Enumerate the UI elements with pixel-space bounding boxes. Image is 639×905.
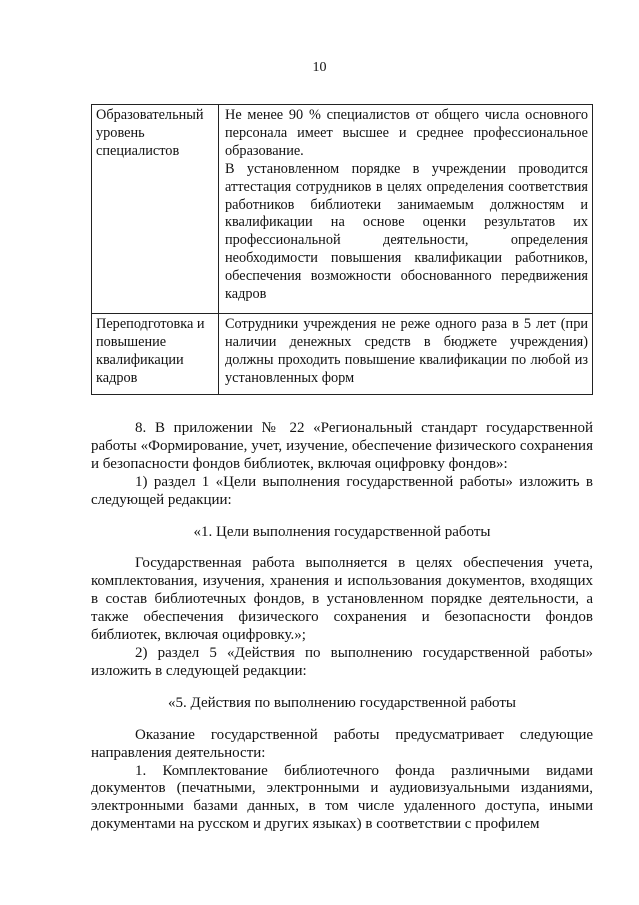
requirements-table: [91, 104, 593, 395]
table-cell-label: Образовательный уровень специалистов: [92, 105, 219, 314]
subitem-1-paragraph: 1) раздел 1 «Цели выполнения государственной работы» изложить в следующей редакции:: [91, 473, 593, 508]
section-1-heading: «1. Цели выполнения государственной работы: [193, 523, 491, 540]
section-5-heading: «5. Действия по выполнению государственной работы: [168, 694, 516, 711]
table-paragraph: В установленном порядке в учреждении проводится аттестация сотрудников в целях определения соответствия работников библиотеки занимаемым должностям и квалификации на основе оценки результатов их профессиональной деятельности, определения необходимости повышения квалификации работников, обеспечения возможности обоснованного передвижения кадров: [225, 160, 588, 303]
goals-paragraph: Государственная работа выполняется в целях обеспечения учета, комплектования, изучения, хранения и использования документов, входящих в состав библиотечных фондов, в установленном порядке деятельности, а также обеспечения физического сохранения и безопасности фондов библиотек, включая оцифровку.»;: [91, 555, 593, 644]
table-row: [92, 105, 593, 314]
page-number: 10: [312, 60, 327, 75]
subitem-2-paragraph: 2) раздел 5 «Действия по выполнению государственной работы» изложить в следующей редакции:: [91, 644, 593, 679]
table-paragraph: Не менее 90 % специалистов от общего числа основного персонала имеет высшее и среднее профессиональное образование.: [225, 107, 588, 159]
table-row: [92, 314, 593, 395]
item-8-paragraph: 8. В приложении № 22 «Региональный стандарт государственной работы «Формирование, учет, изучение, обеспечение физического сохранения и безопасности фондов библиотек, включая оцифровку фондов»:: [91, 420, 593, 472]
table-paragraph: Сотрудники учреждения не реже одного раза в 5 лет (при наличии денежных средств в бюджете учреждения) должны проходить повышение квалификации по любой из установленных форм: [225, 316, 588, 386]
table-cell-label: Переподготовка и повышение квалификации кадров: [92, 314, 219, 395]
action-1-paragraph: 1. Комплектование библиотечного фонда различными видами документов (печатными, электронными и аудиовизуальными изданиями, электронными базами данных, в том числе удаленного доступа, иными документами на русском и других языках) в соответствии с профилем: [91, 762, 593, 833]
table-cell-description: [219, 314, 593, 395]
actions-intro-paragraph: Оказание государственной работы предусматривает следующие направления деятельности:: [91, 726, 593, 761]
table-cell-description: [219, 105, 593, 314]
document-body: [91, 420, 593, 834]
